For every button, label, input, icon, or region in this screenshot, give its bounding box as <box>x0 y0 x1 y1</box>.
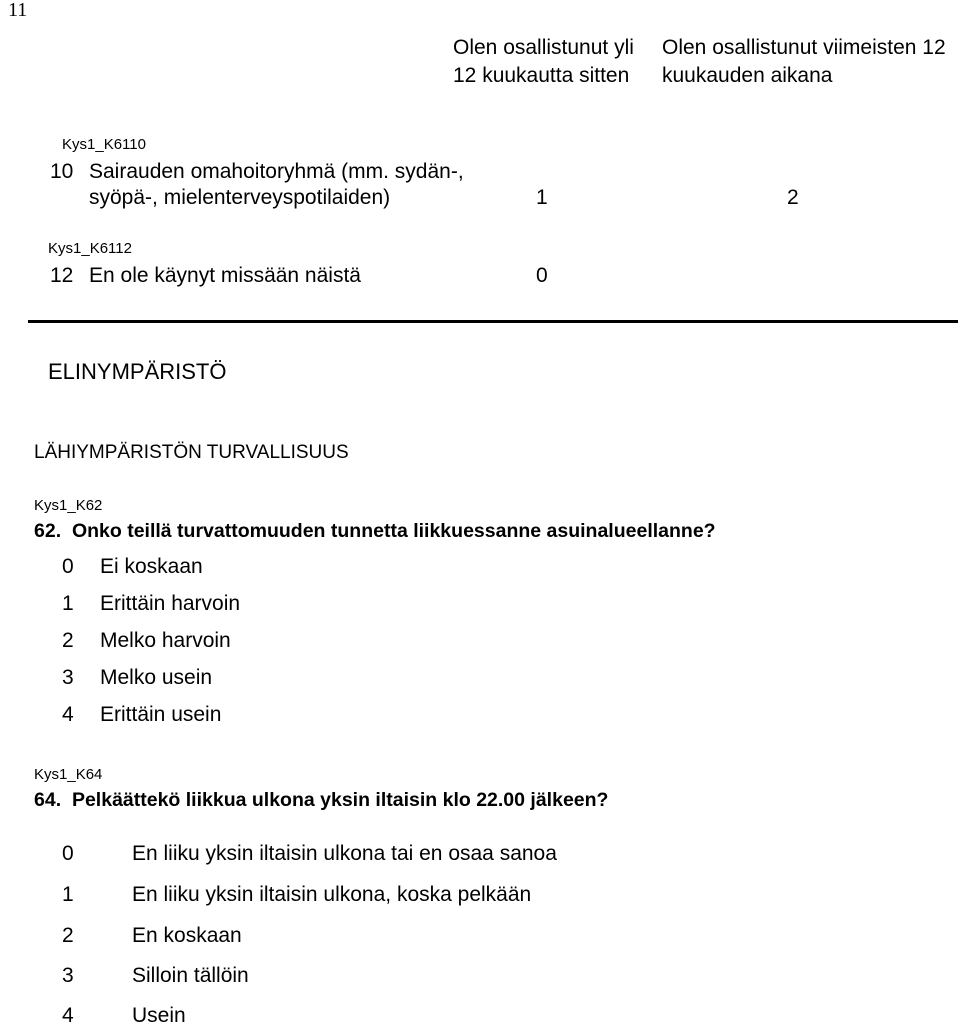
option-value: 2 <box>62 629 74 652</box>
variable-code: Kys1_K6112 <box>48 240 132 257</box>
page-number: 11 <box>8 0 28 21</box>
option-label: Erittäin harvoin <box>100 592 241 615</box>
question-text: Pelkäättekö liikkua ulkona yksin iltaisin klo 22.00 jälkeen? <box>71 789 609 811</box>
option-value: 0 <box>62 842 74 865</box>
option-2[interactable] <box>62 629 231 653</box>
subsection-title: LÄHIYMPÄRISTÖN TURVALLISUUS <box>34 442 349 463</box>
option-label: En koskaan <box>132 924 242 947</box>
variable-code: Kys1_K64 <box>34 766 103 783</box>
question-62 <box>34 520 716 543</box>
column-header-last-12-months: Olen osallistunut viimeisten 12 kuukauden aikana <box>662 36 946 87</box>
option-value: 3 <box>62 964 74 987</box>
option-3[interactable] <box>62 666 212 690</box>
option-label: Silloin tällöin <box>132 964 249 987</box>
answer-code-over-12-months[interactable]: 1 <box>536 186 548 209</box>
option-value: 1 <box>62 883 74 906</box>
option-3[interactable] <box>62 964 249 988</box>
option-label: En liiku yksin iltaisin ulkona tai en osaa sanoa <box>132 842 557 865</box>
option-label: Melko harvoin <box>100 629 231 652</box>
option-0[interactable] <box>62 555 203 579</box>
row-label: Sairauden omahoitoryhmä (mm. sydän-, <box>89 160 464 183</box>
question-text: Onko teillä turvattomuuden tunnetta liikkuessanne asuinalueellanne? <box>71 520 716 542</box>
section-title: ELINYMPÄRISTÖ <box>48 359 227 384</box>
option-value: 3 <box>62 666 74 689</box>
option-value: 4 <box>62 1004 74 1027</box>
option-4[interactable] <box>62 1004 186 1028</box>
option-label: Usein <box>132 1004 186 1027</box>
row-label-continuation: syöpä-, mielenterveyspotilaiden) <box>89 186 391 209</box>
option-label: Erittäin usein <box>100 703 222 726</box>
option-1[interactable] <box>62 592 240 616</box>
column-header-over-12-months: Olen osallistunut yli 12 kuukautta sitten <box>453 36 634 87</box>
answer-code-last-12-months[interactable]: 2 <box>787 186 799 209</box>
option-label: En liiku yksin iltaisin ulkona, koska pelkään <box>132 883 532 906</box>
option-1[interactable] <box>62 883 531 907</box>
answer-code-none[interactable]: 0 <box>536 264 548 287</box>
row-label: En ole käynyt missään näistä <box>89 264 361 287</box>
variable-code: Kys1_K6110 <box>62 136 146 153</box>
option-value: 4 <box>62 703 74 726</box>
section-divider <box>28 320 958 323</box>
question-number: 64. <box>34 789 62 811</box>
option-0[interactable] <box>62 842 557 866</box>
option-value: 1 <box>62 592 74 615</box>
question-64 <box>34 789 608 812</box>
question-number: 62. <box>34 520 62 542</box>
option-2[interactable] <box>62 924 242 948</box>
option-4[interactable] <box>62 703 221 727</box>
option-label: Ei koskaan <box>100 555 203 578</box>
variable-code: Kys1_K62 <box>34 497 103 514</box>
row-number: 12 <box>50 264 74 287</box>
option-label: Melko usein <box>100 666 213 689</box>
option-value: 0 <box>62 555 74 578</box>
option-value: 2 <box>62 924 74 947</box>
row-number: 10 <box>50 160 74 183</box>
